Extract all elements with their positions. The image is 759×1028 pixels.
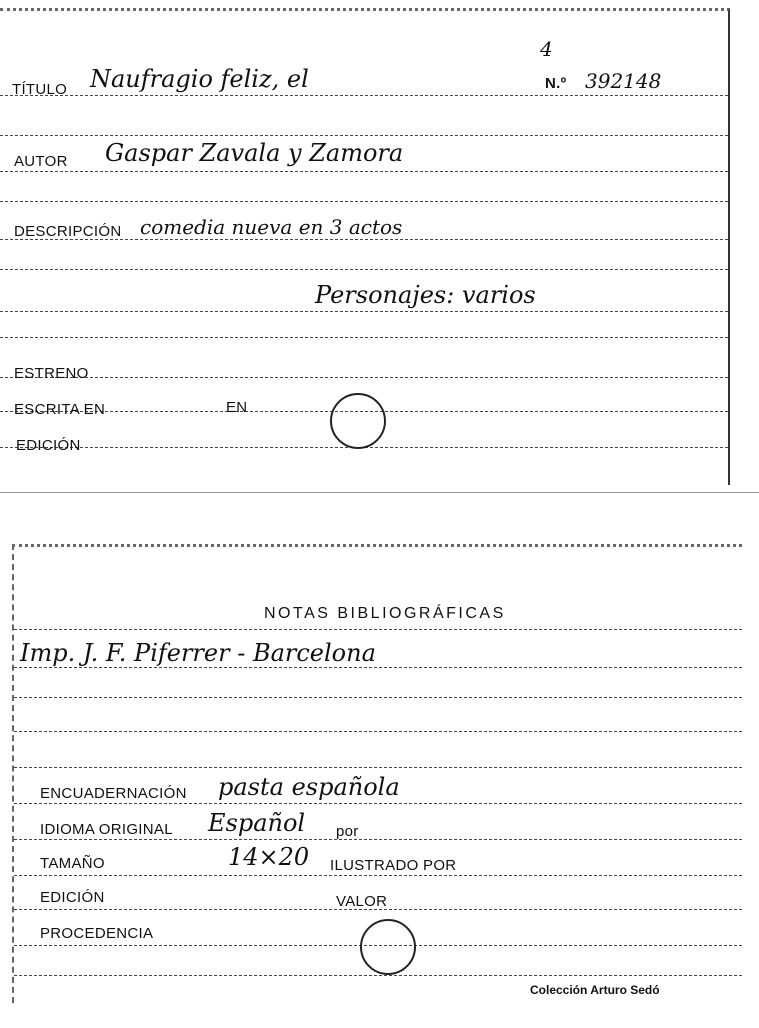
edicion-label: EDICIÓN xyxy=(40,889,105,906)
rule-line xyxy=(0,269,728,270)
encuadernacion-value: pasta española xyxy=(218,773,400,801)
escrita-en-label: ESCRITA EN xyxy=(14,401,106,418)
page-divider xyxy=(0,492,759,493)
numero-value: 392148 xyxy=(585,69,662,93)
imprenta-value: Imp. J. F. Piferrer - Barcelona xyxy=(20,639,376,667)
rule-line xyxy=(14,731,742,732)
descripcion-value: comedia nueva en 3 actos xyxy=(140,215,403,239)
rule-line xyxy=(0,311,728,312)
rule-line xyxy=(14,667,742,668)
rule-line xyxy=(0,201,728,202)
punch-hole xyxy=(360,919,416,975)
rule-line xyxy=(14,975,742,976)
encuadernacion-label: ENCUADERNACIÓN xyxy=(40,785,187,802)
autor-value: Gaspar Zavala y Zamora xyxy=(105,139,404,167)
rule-line xyxy=(14,629,742,630)
descripcion-label: DESCRIPCIÓN xyxy=(14,223,122,240)
rule-line xyxy=(0,171,728,172)
procedencia-label: PROCEDENCIA xyxy=(40,925,154,942)
catalog-card-back xyxy=(12,544,742,1003)
edicion-label: EDICIÓN xyxy=(16,437,81,454)
por-label: por xyxy=(336,823,359,840)
valor-label: VALOR xyxy=(336,893,388,910)
corner-mark: 4 xyxy=(540,37,553,61)
rule-line xyxy=(0,377,728,378)
rule-line xyxy=(14,697,742,698)
idioma-label: IDIOMA ORIGINAL xyxy=(40,821,173,838)
rule-line xyxy=(0,135,728,136)
tamano-label: TAMAÑO xyxy=(40,855,105,872)
rule-line xyxy=(14,767,742,768)
rule-line xyxy=(14,875,742,876)
estreno-label: ESTRENO xyxy=(14,365,89,382)
notas-title: NOTAS BIBLIOGRÁFICAS xyxy=(264,605,506,622)
tamano-value: 14×20 xyxy=(228,843,310,871)
titulo-value: Naufragio feliz, el xyxy=(90,65,309,93)
idioma-value: Español xyxy=(208,809,306,837)
rule-line xyxy=(0,337,728,338)
ilustrado-label: ILUSTRADO POR xyxy=(330,857,457,874)
catalog-card-front xyxy=(0,8,730,485)
coleccion-stamp: Colección Arturo Sedó xyxy=(530,983,660,997)
autor-label: AUTOR xyxy=(14,153,68,170)
rule-line xyxy=(0,95,728,96)
numero-label: N.º xyxy=(545,75,567,92)
rule-line xyxy=(14,803,742,804)
punch-hole xyxy=(330,393,386,449)
personajes-value: Personajes: varios xyxy=(315,281,536,309)
rule-line xyxy=(14,839,742,840)
titulo-label: TÍTULO xyxy=(12,81,68,98)
en-label: EN xyxy=(226,399,248,416)
